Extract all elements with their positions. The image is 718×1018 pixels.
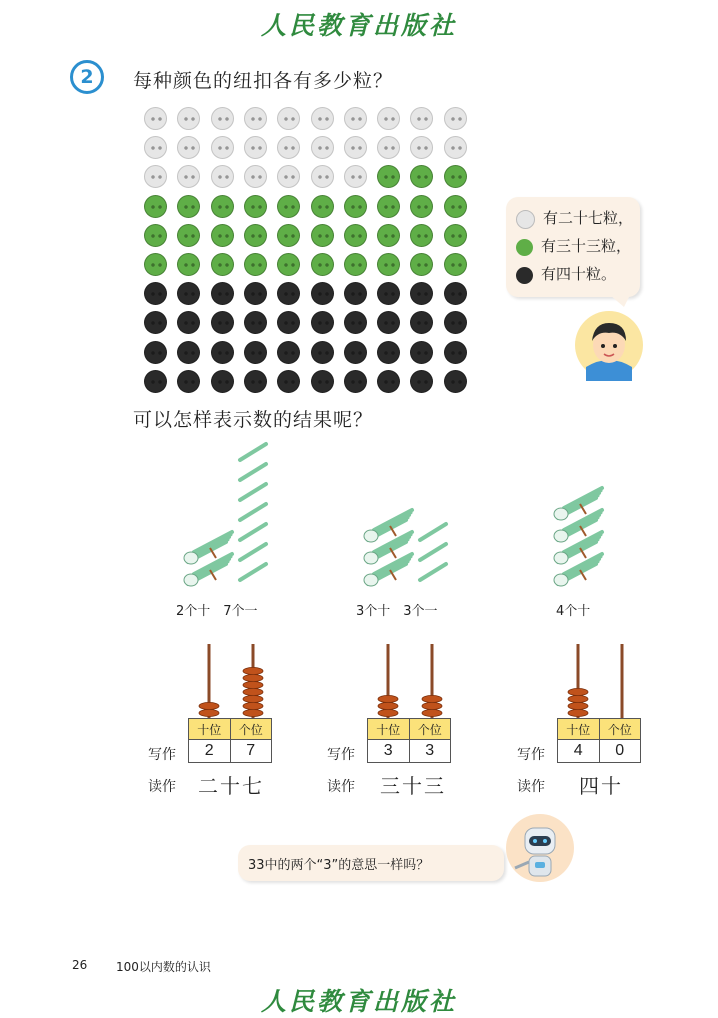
button-holes-icon	[151, 146, 162, 150]
publisher-logo-bottom: 人民教育出版社	[260, 987, 457, 1016]
white-button	[311, 136, 334, 159]
black-button	[377, 282, 400, 305]
button-holes-icon	[151, 292, 162, 296]
button-holes-icon	[251, 321, 262, 325]
button-holes-icon	[218, 117, 229, 121]
button-holes-icon	[251, 380, 262, 384]
button-holes-icon	[184, 146, 195, 150]
green-button	[144, 195, 167, 218]
button-holes-icon	[184, 263, 195, 267]
single-stick	[240, 524, 266, 540]
reading-1: 二十七	[198, 774, 264, 798]
button-holes-icon	[218, 146, 229, 150]
button-holes-icon	[384, 117, 395, 121]
button-holes-icon	[284, 146, 295, 150]
abacus-bead	[378, 702, 398, 709]
white-button	[311, 165, 334, 188]
white-button	[177, 165, 200, 188]
button-holes-icon	[184, 321, 195, 325]
green-button	[344, 195, 367, 218]
white-button	[277, 165, 300, 188]
abacus-bead	[199, 702, 219, 709]
button-holes-icon	[251, 146, 262, 150]
button-holes-icon	[384, 351, 395, 355]
button-holes-icon	[284, 117, 295, 121]
button-holes-icon	[184, 292, 195, 296]
button-holes-icon	[417, 263, 428, 267]
abacus-bead	[568, 709, 588, 716]
button-holes-icon	[417, 292, 428, 296]
question-number: 2	[70, 60, 104, 94]
black-button	[277, 370, 300, 393]
header-tens: 十位	[189, 719, 231, 740]
black-button	[177, 282, 200, 305]
green-button	[311, 224, 334, 247]
header-ones: 个位	[599, 719, 641, 740]
boy-avatar	[574, 309, 644, 381]
button-holes-icon	[417, 175, 428, 179]
bubble-text-black: 有四十粒。	[541, 265, 617, 283]
abacus-bead	[378, 709, 398, 716]
button-holes-icon	[351, 380, 362, 384]
button-holes-icon	[451, 117, 462, 121]
black-button	[244, 370, 267, 393]
button-holes-icon	[251, 263, 262, 267]
black-button	[410, 370, 433, 393]
green-button	[177, 224, 200, 247]
read-label-1: 读作	[148, 779, 176, 795]
button-holes-icon	[417, 380, 428, 384]
black-button	[410, 311, 433, 334]
green-button	[444, 165, 467, 188]
button-holes-icon	[318, 175, 329, 179]
white-button	[311, 107, 334, 130]
white-button	[277, 136, 300, 159]
header-ones: 个位	[409, 719, 451, 740]
single-stick	[240, 564, 266, 580]
button-holes-icon	[318, 321, 329, 325]
child-speech-bubble	[506, 197, 640, 297]
black-button	[144, 370, 167, 393]
robot-avatar	[505, 812, 575, 884]
reading-3: 四十	[579, 774, 623, 798]
green-button	[377, 165, 400, 188]
button-holes-icon	[284, 292, 295, 296]
caption-group-1: 2个十 7个一	[176, 604, 258, 619]
robot-bubble-text: 33中的两个“3”的意思一样吗？	[248, 858, 430, 873]
button-holes-icon	[151, 175, 162, 179]
button-holes-icon	[151, 117, 162, 121]
black-button	[244, 311, 267, 334]
bubble-text-green: 有三十三粒，	[541, 237, 632, 255]
single-stick	[240, 444, 266, 460]
black-button	[444, 341, 467, 364]
header-tens: 十位	[368, 719, 410, 740]
white-button	[377, 107, 400, 130]
button-holes-icon	[184, 175, 195, 179]
digit-ones: 7	[230, 740, 272, 763]
black-button	[177, 341, 200, 364]
header-ones: 个位	[230, 719, 272, 740]
single-stick	[420, 524, 446, 540]
green-button	[244, 195, 267, 218]
white-button	[144, 107, 167, 130]
green-button	[444, 253, 467, 276]
button-holes-icon	[384, 175, 395, 179]
white-button	[344, 165, 367, 188]
black-button	[344, 370, 367, 393]
abacus-bead	[243, 695, 263, 702]
white-button	[144, 165, 167, 188]
button-holes-icon	[384, 205, 395, 209]
white-button	[444, 107, 467, 130]
button-holes-icon	[284, 321, 295, 325]
white-button	[244, 165, 267, 188]
button-holes-icon	[318, 234, 329, 238]
black-button	[277, 311, 300, 334]
button-holes-icon	[451, 292, 462, 296]
button-holes-icon	[451, 263, 462, 267]
black-button	[311, 282, 334, 305]
green-button	[410, 195, 433, 218]
button-holes-icon	[351, 234, 362, 238]
black-button	[211, 311, 234, 334]
page-number: 26	[72, 958, 88, 972]
black-button-icon	[516, 267, 533, 284]
button-holes-icon	[251, 351, 262, 355]
button-holes-icon	[284, 205, 295, 209]
button-holes-icon	[218, 292, 229, 296]
green-button	[277, 195, 300, 218]
button-holes-icon	[151, 380, 162, 384]
abacus-bead	[199, 709, 219, 716]
chapter-title: 100以内数的认识	[116, 960, 211, 974]
button-holes-icon	[184, 234, 195, 238]
button-grid	[144, 107, 474, 392]
abacus-bead	[243, 702, 263, 709]
read-label-2: 读作	[327, 779, 355, 795]
button-holes-icon	[318, 263, 329, 267]
button-holes-icon	[351, 175, 362, 179]
green-button	[211, 224, 234, 247]
black-button	[377, 370, 400, 393]
white-button	[410, 136, 433, 159]
reading-2: 三十三	[380, 774, 446, 798]
button-holes-icon	[218, 321, 229, 325]
black-button	[177, 370, 200, 393]
abacus-bead	[243, 674, 263, 681]
green-button	[410, 165, 433, 188]
green-button	[211, 195, 234, 218]
white-button	[410, 107, 433, 130]
abacus-bead	[422, 709, 442, 716]
button-holes-icon	[417, 234, 428, 238]
bubble-tail	[610, 295, 630, 309]
black-button	[211, 370, 234, 393]
white-button	[177, 107, 200, 130]
abacus-bead	[568, 688, 588, 695]
publisher-logo-top: 人民教育出版社	[260, 11, 457, 40]
button-holes-icon	[384, 234, 395, 238]
black-button	[410, 282, 433, 305]
button-holes-icon	[184, 205, 195, 209]
green-button	[244, 253, 267, 276]
button-holes-icon	[384, 321, 395, 325]
button-holes-icon	[151, 263, 162, 267]
green-button	[277, 224, 300, 247]
abacus-bead	[378, 695, 398, 702]
caption-group-3: 4个十	[556, 604, 591, 619]
button-holes-icon	[251, 175, 262, 179]
single-stick	[240, 544, 266, 560]
green-button	[410, 253, 433, 276]
button-holes-icon	[451, 175, 462, 179]
abacus-bead	[243, 709, 263, 716]
abacus-bead	[243, 681, 263, 688]
bubble-line-white	[516, 207, 633, 229]
black-button	[344, 311, 367, 334]
green-button-icon	[516, 239, 533, 256]
black-button	[144, 341, 167, 364]
green-button	[177, 253, 200, 276]
black-button	[344, 282, 367, 305]
black-button	[277, 282, 300, 305]
button-holes-icon	[151, 321, 162, 325]
button-holes-icon	[218, 205, 229, 209]
button-holes-icon	[251, 234, 262, 238]
green-button	[344, 224, 367, 247]
button-holes-icon	[417, 117, 428, 121]
button-holes-icon	[417, 321, 428, 325]
button-holes-icon	[417, 205, 428, 209]
button-holes-icon	[351, 205, 362, 209]
place-value-table-3	[557, 718, 641, 763]
button-holes-icon	[284, 263, 295, 267]
green-button	[277, 253, 300, 276]
green-button	[444, 195, 467, 218]
header-tens: 十位	[558, 719, 600, 740]
black-button	[311, 370, 334, 393]
button-holes-icon	[151, 351, 162, 355]
green-button	[244, 224, 267, 247]
green-button	[377, 253, 400, 276]
white-button	[244, 107, 267, 130]
button-holes-icon	[284, 175, 295, 179]
white-button	[211, 165, 234, 188]
abacus-bead	[568, 702, 588, 709]
button-holes-icon	[218, 263, 229, 267]
button-holes-icon	[417, 351, 428, 355]
button-holes-icon	[184, 117, 195, 121]
abacus-bead	[243, 667, 263, 674]
button-holes-icon	[451, 234, 462, 238]
green-button	[311, 253, 334, 276]
black-button	[444, 311, 467, 334]
digit-tens: 2	[189, 740, 231, 763]
button-holes-icon	[384, 380, 395, 384]
black-button	[444, 370, 467, 393]
button-holes-icon	[451, 146, 462, 150]
place-value-table-2	[367, 718, 451, 763]
black-button	[277, 341, 300, 364]
white-button	[377, 136, 400, 159]
black-button	[410, 341, 433, 364]
button-holes-icon	[151, 205, 162, 209]
single-stick	[240, 484, 266, 500]
button-holes-icon	[384, 146, 395, 150]
digit-tens: 3	[368, 740, 410, 763]
green-button	[177, 195, 200, 218]
button-holes-icon	[318, 380, 329, 384]
abacus-rods	[0, 640, 718, 720]
black-button	[377, 311, 400, 334]
button-holes-icon	[384, 292, 395, 296]
green-button	[144, 253, 167, 276]
write-label-1: 写作	[148, 747, 176, 763]
green-button	[211, 253, 234, 276]
digit-ones: 0	[599, 740, 641, 763]
single-stick	[420, 564, 446, 580]
button-holes-icon	[251, 205, 262, 209]
white-button	[444, 136, 467, 159]
green-button	[311, 195, 334, 218]
button-holes-icon	[218, 234, 229, 238]
green-button	[377, 195, 400, 218]
button-holes-icon	[318, 146, 329, 150]
button-holes-icon	[417, 146, 428, 150]
green-button	[444, 224, 467, 247]
single-stick	[240, 504, 266, 520]
white-button	[344, 107, 367, 130]
read-label-3: 读作	[517, 779, 545, 795]
button-holes-icon	[218, 380, 229, 384]
button-holes-icon	[184, 351, 195, 355]
button-holes-icon	[218, 175, 229, 179]
button-holes-icon	[284, 234, 295, 238]
button-holes-icon	[351, 351, 362, 355]
black-button	[211, 341, 234, 364]
green-button	[377, 224, 400, 247]
white-button	[211, 136, 234, 159]
button-holes-icon	[218, 351, 229, 355]
black-button	[311, 311, 334, 334]
white-button	[244, 136, 267, 159]
black-button	[211, 282, 234, 305]
black-button	[444, 282, 467, 305]
place-value-table-1	[188, 718, 272, 763]
bubble-text-white: 有二十七粒，	[543, 209, 634, 227]
button-holes-icon	[351, 117, 362, 121]
button-holes-icon	[351, 321, 362, 325]
button-holes-icon	[451, 351, 462, 355]
black-button	[144, 311, 167, 334]
abacus-bead	[568, 695, 588, 702]
write-label-2: 写作	[327, 747, 355, 763]
single-stick	[420, 544, 446, 560]
button-holes-icon	[318, 292, 329, 296]
robot-speech-bubble	[238, 845, 504, 881]
green-button	[144, 224, 167, 247]
button-holes-icon	[151, 234, 162, 238]
counting-sticks	[0, 430, 718, 600]
subquestion-text: 可以怎样表示数的结果呢？	[133, 409, 374, 431]
abacus-bead	[243, 688, 263, 695]
button-holes-icon	[351, 263, 362, 267]
abacus-bead	[422, 695, 442, 702]
button-holes-icon	[318, 117, 329, 121]
white-button	[211, 107, 234, 130]
white-button	[277, 107, 300, 130]
white-button-icon	[516, 210, 535, 229]
black-button	[311, 341, 334, 364]
black-button	[244, 282, 267, 305]
green-button	[410, 224, 433, 247]
white-button	[144, 136, 167, 159]
caption-group-2: 3个十 3个一	[356, 604, 438, 619]
button-holes-icon	[284, 351, 295, 355]
button-holes-icon	[251, 117, 262, 121]
button-holes-icon	[451, 380, 462, 384]
black-button	[177, 311, 200, 334]
black-button	[377, 341, 400, 364]
bubble-line-black	[516, 263, 616, 284]
button-holes-icon	[351, 146, 362, 150]
black-button	[344, 341, 367, 364]
digit-ones: 3	[409, 740, 451, 763]
button-holes-icon	[351, 292, 362, 296]
abacus-bead	[422, 702, 442, 709]
button-holes-icon	[184, 380, 195, 384]
bubble-line-green	[516, 235, 631, 256]
write-label-3: 写作	[517, 747, 545, 763]
white-button	[344, 136, 367, 159]
button-holes-icon	[451, 321, 462, 325]
question-text: 每种颜色的纽扣各有多少粒？	[133, 70, 394, 92]
black-button	[144, 282, 167, 305]
button-holes-icon	[384, 263, 395, 267]
button-holes-icon	[284, 380, 295, 384]
button-holes-icon	[451, 205, 462, 209]
digit-tens: 4	[558, 740, 600, 763]
white-button	[177, 136, 200, 159]
button-holes-icon	[318, 205, 329, 209]
button-holes-icon	[251, 292, 262, 296]
green-button	[344, 253, 367, 276]
button-holes-icon	[318, 351, 329, 355]
black-button	[244, 341, 267, 364]
single-stick	[240, 464, 266, 480]
